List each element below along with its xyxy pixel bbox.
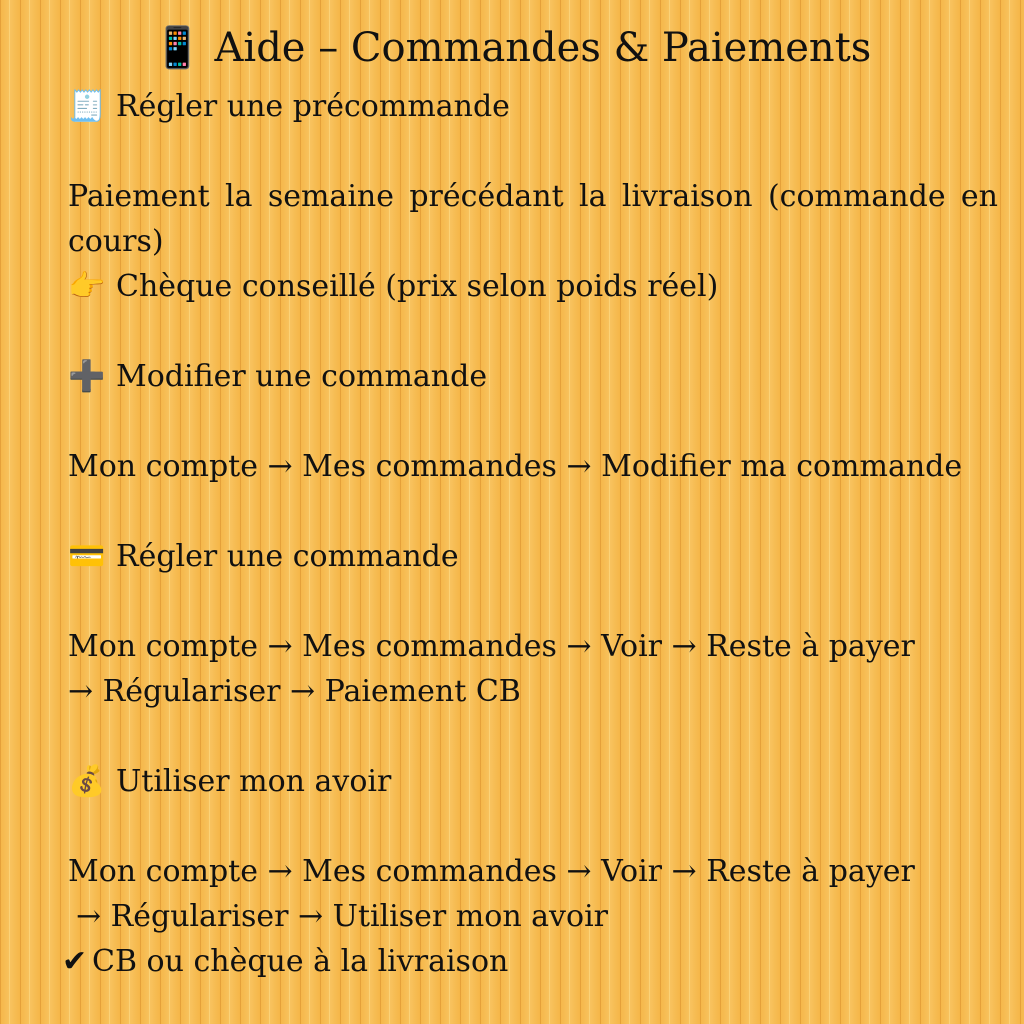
receipt-icon: 🧾 [68, 89, 106, 124]
note-line [62, 939, 998, 984]
check-mark-icon: ✔ [62, 944, 88, 979]
section-heading-text: Modifier une commande [116, 359, 488, 394]
navigation-path-continued: → Régulariser → Utiliser mon avoir [76, 899, 609, 934]
section-heading-pay [68, 534, 998, 579]
note-text: CB ou chèque à la livraison [92, 944, 509, 979]
navigation-path: Mon compte → Mes commandes → Voir → Reste à payer [68, 629, 915, 664]
section-heading-text: Utiliser mon avoir [116, 764, 392, 799]
page-title [0, 22, 1024, 74]
pointing-hand-icon: 👉 [68, 269, 106, 304]
section-heading-modify [68, 354, 998, 399]
section-heading-text: Régler une commande [116, 539, 459, 574]
tip-text: Chèque conseillé (prix selon poids réel) [116, 269, 719, 304]
money-bag-icon: 💰 [68, 764, 106, 799]
help-content [62, 84, 998, 984]
page-title-text: Aide – Commandes & Paiements [214, 25, 872, 71]
mobile-phone-icon: 📱 [152, 25, 203, 71]
plus-icon: ➕ [68, 359, 106, 394]
section-heading-text: Régler une précommande [116, 89, 510, 124]
section-heading-credit [68, 759, 998, 804]
navigation-path-continued: → Régulariser → Paiement CB [68, 674, 521, 709]
credit-card-icon: 💳 [68, 539, 106, 574]
tip-line [68, 264, 998, 309]
section-heading-preorder [68, 84, 998, 129]
section-body-text: Paiement la semaine précédant la livraison (commande en cours) [68, 179, 998, 259]
navigation-path: Mon compte → Mes commandes → Voir → Reste à payer [68, 854, 915, 889]
navigation-path: Mon compte → Mes commandes → Modifier ma commande [68, 449, 963, 484]
